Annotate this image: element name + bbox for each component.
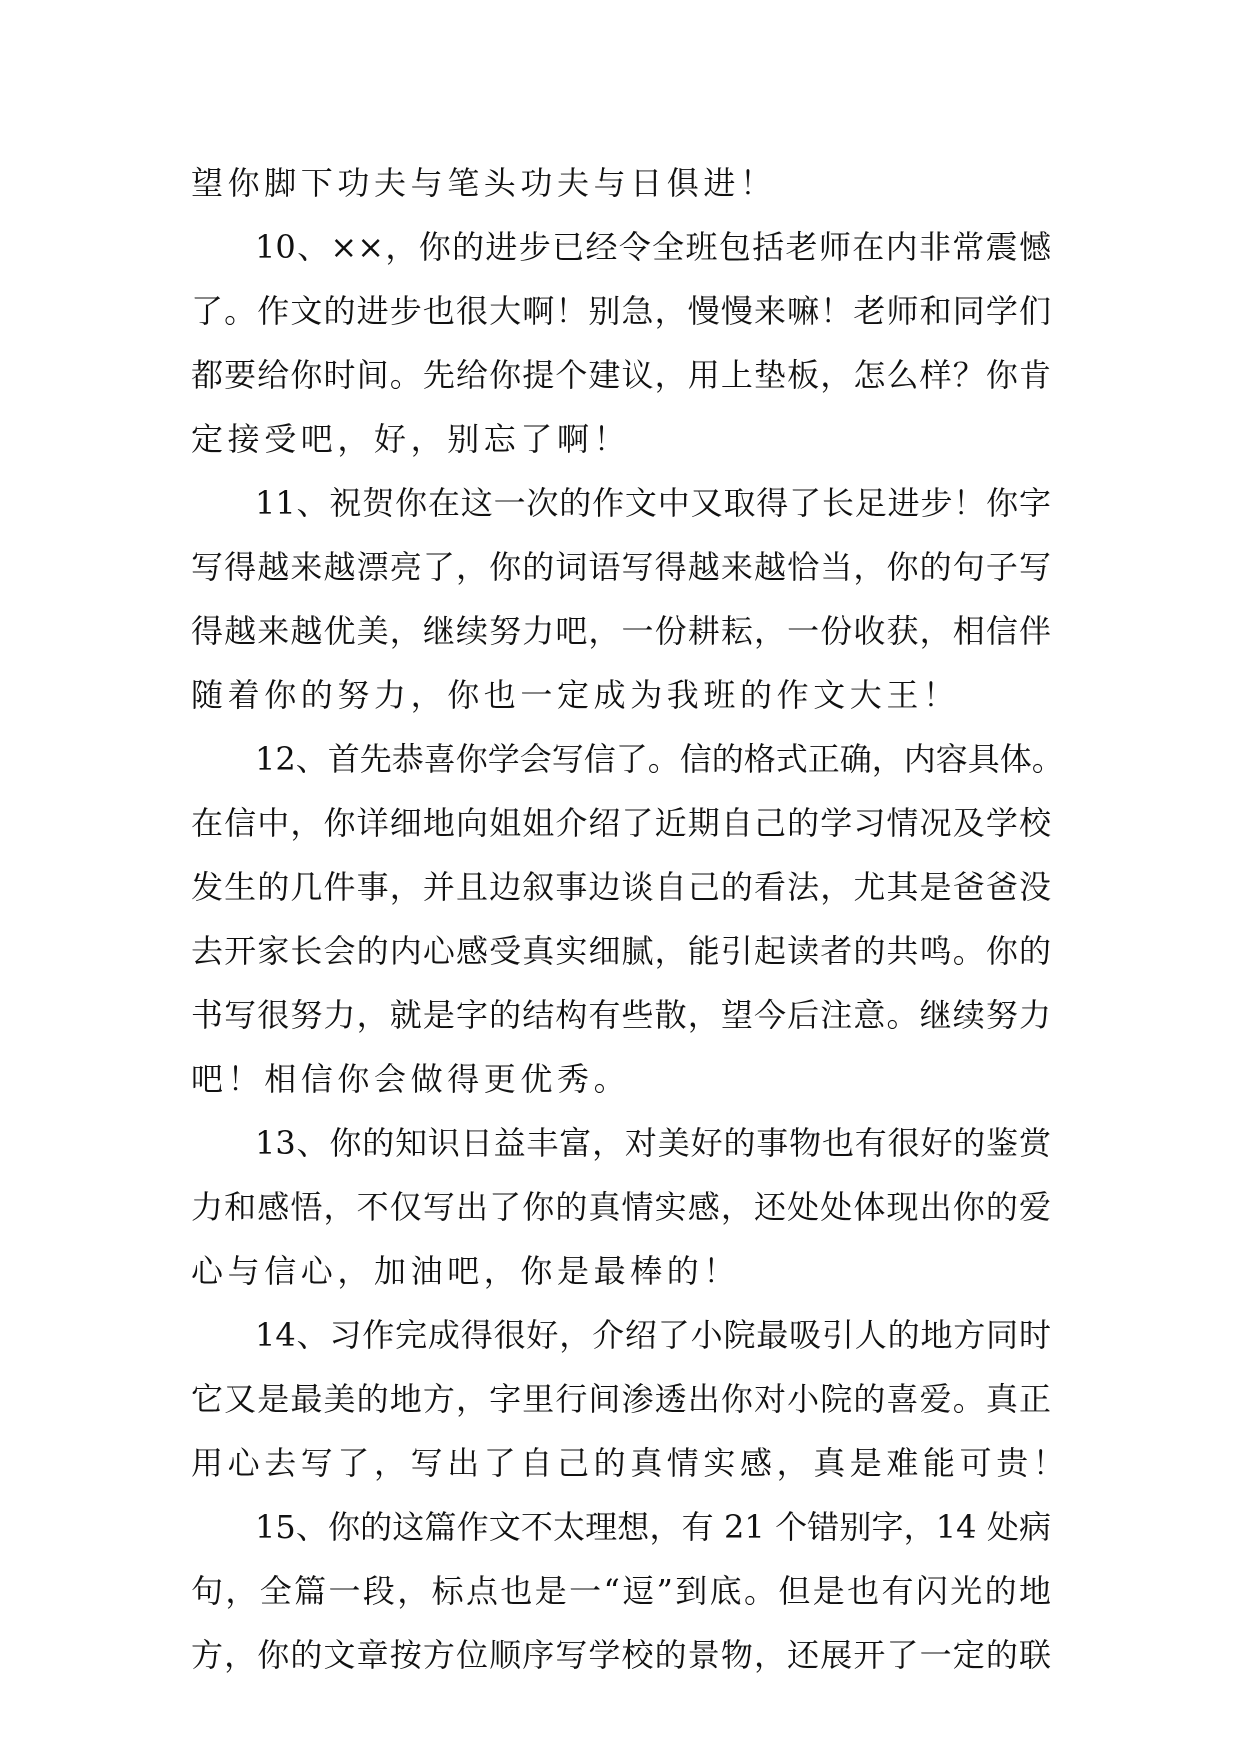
text-line: 在信中，你详细地向姐姐介绍了近期自己的学习情况及学校 <box>191 804 1051 842</box>
text-line: 心与信心，加油吧，你是最棒的！ <box>191 1252 741 1290</box>
text-line: 10、××，你的进步已经令全班包括老师在内非常震憾 <box>255 228 1051 266</box>
text-line: 力和感悟，不仅写出了你的真情实感，还处处体现出你的爱 <box>191 1188 1051 1226</box>
text-line: 都要给你时间。先给你提个建议，用上垫板，怎么样？你肯 <box>191 356 1051 394</box>
text-line: 它又是最美的地方，字里行间渗透出你对小院的喜爱。真正 <box>191 1380 1051 1418</box>
text-line: 望你脚下功夫与笔头功夫与日俱进！ <box>191 164 777 202</box>
text-line: 方，你的文章按方位顺序写学校的景物，还展开了一定的联 <box>191 1636 1051 1674</box>
text-line: 得越来越优美，继续努力吧，一份耕耘，一份收获，相信伴 <box>191 612 1051 650</box>
text-line: 14、习作完成得很好，介绍了小院最吸引人的地方同时 <box>255 1316 1051 1354</box>
text-line: 11、祝贺你在这一次的作文中又取得了长足进步！你字 <box>255 484 1051 522</box>
text-line: 12、首先恭喜你学会写信了。信的格式正确，内容具体。 <box>255 740 1064 778</box>
text-line: 句，全篇一段，标点也是一“逗”到底。但是也有闪光的地 <box>191 1572 1051 1610</box>
text-line: 写得越来越漂亮了，你的词语写得越来越恰当，你的句子写 <box>191 548 1051 586</box>
text-line: 吧！相信你会做得更优秀。 <box>191 1060 631 1098</box>
text-line: 了。作文的进步也很大啊！别急，慢慢来嘛！老师和同学们 <box>191 292 1051 330</box>
text-line: 随着你的努力，你也一定成为我班的作文大王！ <box>191 676 960 714</box>
text-line: 书写很努力，就是字的结构有些散，望今后注意。继续努力 <box>191 996 1051 1034</box>
text-line: 发生的几件事，并且边叙事边谈自己的看法，尤其是爸爸没 <box>191 868 1051 906</box>
text-line: 15、你的这篇作文不太理想，有 21 个错别字，14 处病 <box>255 1508 1051 1546</box>
text-line: 用心去写了，写出了自己的真情实感，真是难能可贵！ <box>191 1444 1070 1482</box>
text-line: 定接受吧，好，别忘了啊！ <box>191 420 631 458</box>
text-line: 13、你的知识日益丰富，对美好的事物也有很好的鉴赏 <box>255 1124 1051 1162</box>
text-line: 去开家长会的内心感受真实细腻，能引起读者的共鸣。你的 <box>191 932 1051 970</box>
